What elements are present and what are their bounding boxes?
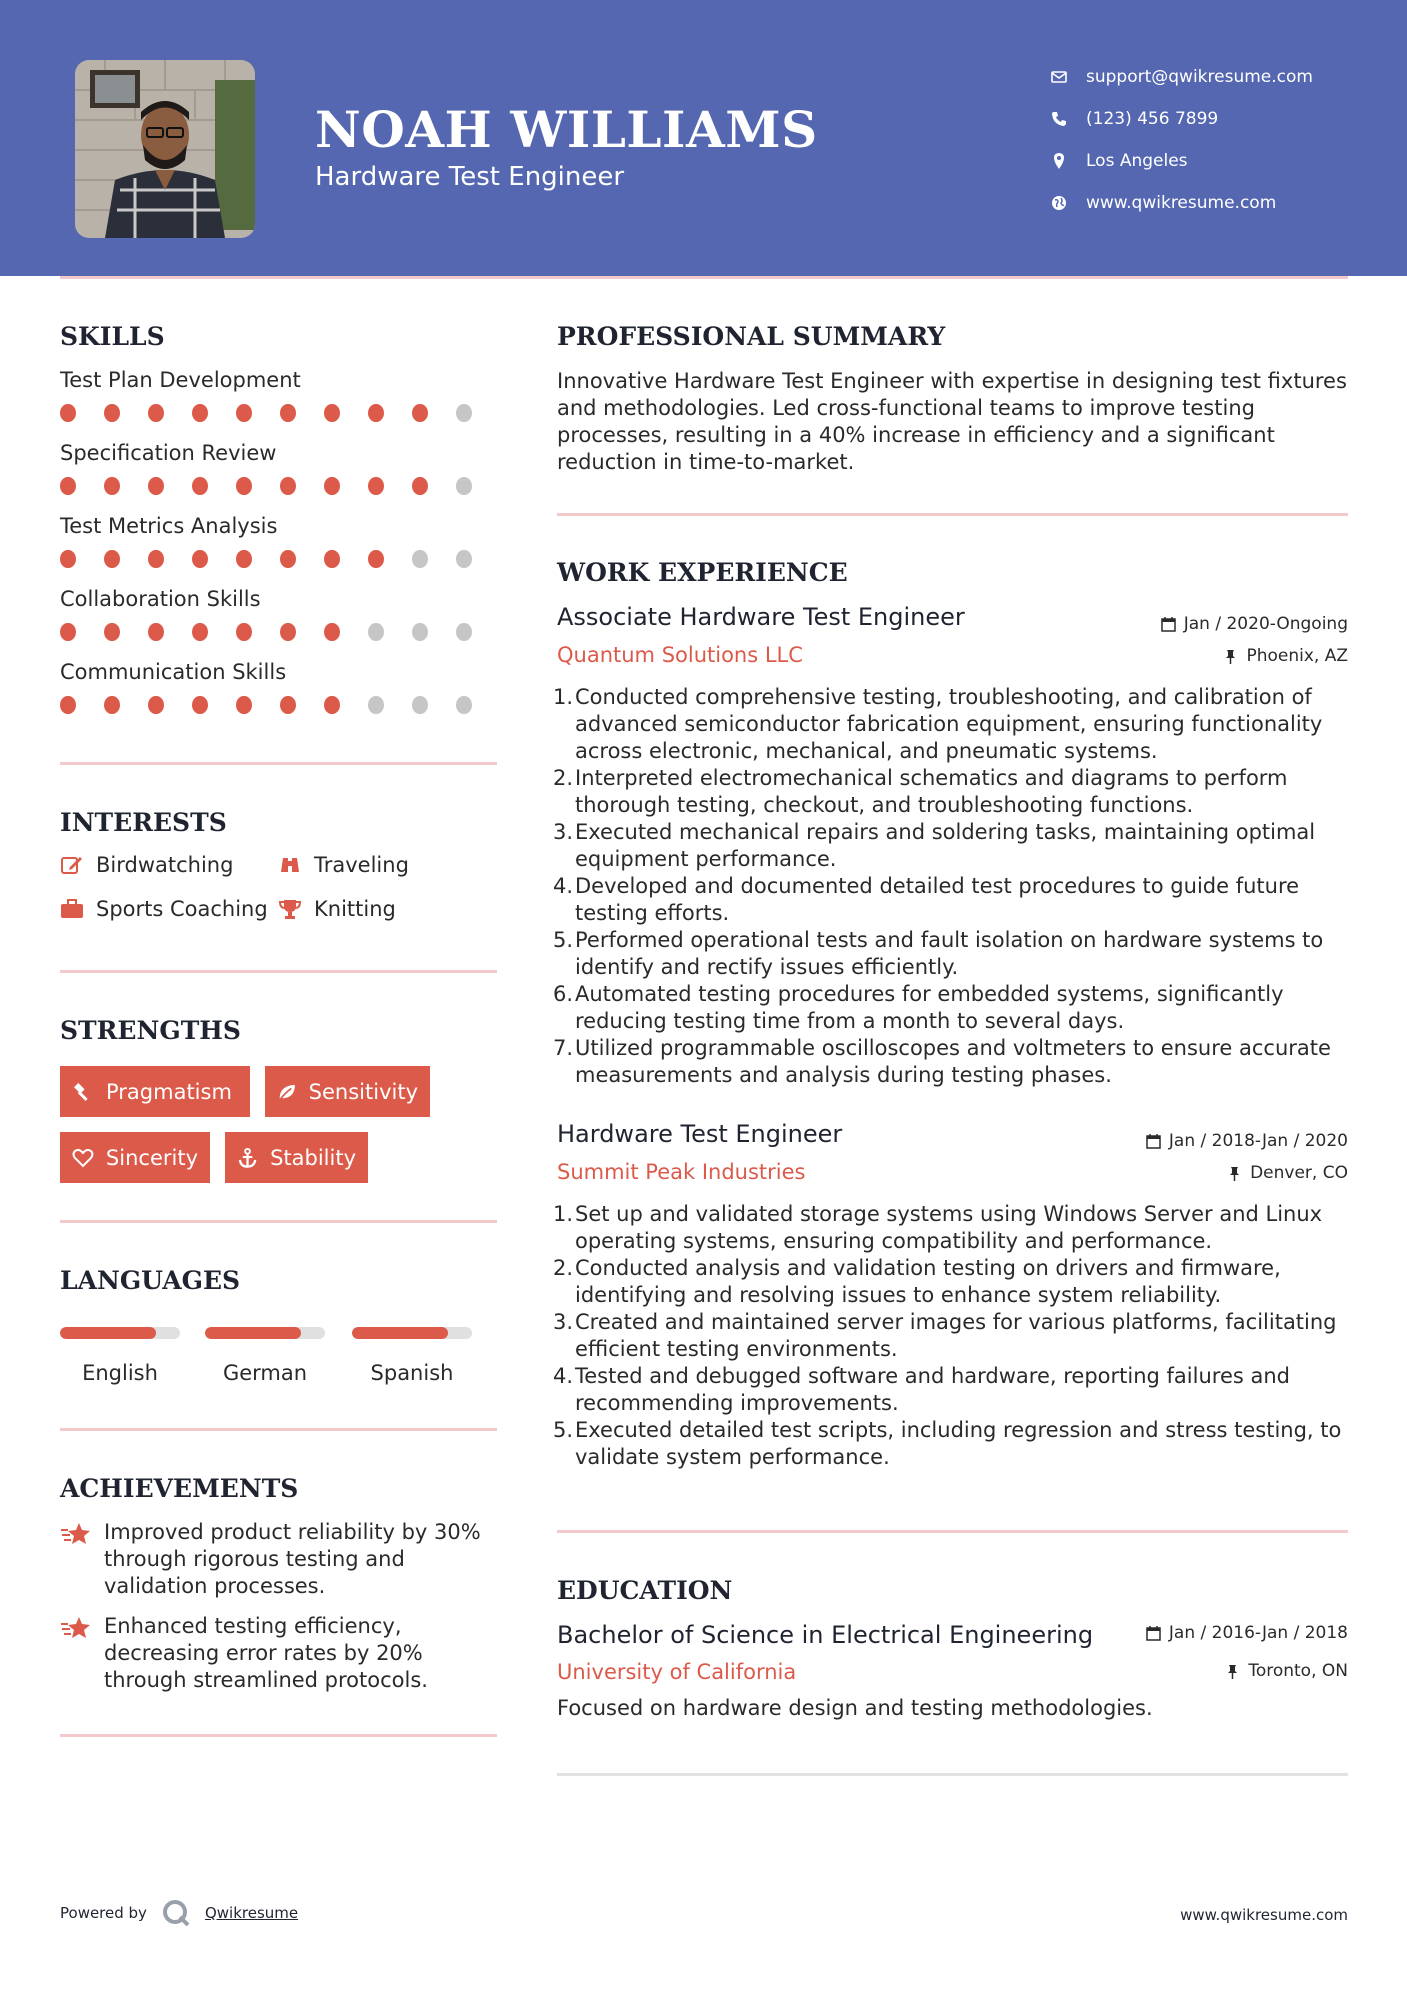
rating-dot-filled [280,696,296,714]
binoculars-icon [278,854,302,876]
skill-item [60,441,500,495]
rating-dot-filled [192,404,208,422]
skill-rating [60,696,500,714]
education-location [1225,1661,1348,1681]
job-dates-text: Jan / 2020-Ongoing [1183,614,1348,634]
summary-text: Innovative Hardware Test Engineer with expertise in designing test fixtures and methodologies. Led cross-functional teams to improve testing processes, resulting in a 40% increase in efficiency and a significant reduction in time-to-market. [557,369,1347,474]
rating-dot-empty [456,477,472,495]
header-divider [60,276,1348,279]
skill-rating [60,404,500,422]
education-location-text: Toronto, ON [1248,1661,1348,1681]
list-item: 7. Utilized programmable oscilloscopes and voltmeters to ensure accurate measurements and analysis during testing phases. [552,1036,1331,1087]
rating-dot-empty [368,623,384,641]
envelope-icon [1050,68,1068,86]
strength-tag [60,1066,250,1117]
contact-email-text: support@qwikresume.com [1086,67,1313,87]
rating-dot-filled [324,550,340,568]
bullet-text: Executed detailed test scripts, including regression and stress testing, to validate system performance. [575,1418,1342,1469]
footer-powered-by [60,1898,298,1928]
strength-label: Sincerity [105,1145,198,1170]
star-icon [60,1521,92,1547]
contact-location-text: Los Angeles [1086,151,1188,171]
list-item: 2. Conducted analysis and validation testing on drivers and firmware, identifying and resolving issues to enhance system reliability. [552,1256,1281,1307]
bullet-text: Conducted comprehensive testing, troubleshooting, and calibration of advanced semiconductor fabrication equipment, ensuring functionality across electronic, mechanical, and pneumatic systems. [575,685,1323,763]
powered-by-label: Powered by [60,1904,147,1922]
skill-name: Test Metrics Analysis [60,514,278,538]
bullet-text: Tested and debugged software and hardware, reporting failures and recommending improvements. [575,1364,1290,1415]
language-name: German [222,1361,308,1385]
bullet-text: Performed operational tests and fault isolation on hardware systems to identify and rectify issues efficiently. [575,928,1324,979]
section-divider [60,1428,497,1431]
list-item: 3. Executed mechanical repairs and soldering tasks, maintaining optimal equipment performance. [552,820,1316,871]
pushpin-icon [1223,649,1238,664]
list-item: 5. Performed operational tests and fault isolation on hardware systems to identify and rectify issues efficiently. [552,928,1324,979]
degree-title: Bachelor of Science in Electrical Engineering [557,1621,1094,1649]
leaf-icon [277,1081,297,1103]
section-divider [557,513,1348,516]
rating-dot-filled [236,623,252,641]
skill-name: Test Plan Development [60,368,301,392]
rating-dot-filled [324,477,340,495]
bullet-text: Created and maintained server images for various platforms, facilitating efficient testing environments. [575,1310,1337,1361]
list-item: 1. Set up and validated storage systems using Windows Server and Linux operating systems, ensuring compatibility and performance. [552,1202,1323,1253]
rating-dot-filled [368,477,384,495]
rating-dot-filled [280,404,296,422]
map-pin-icon [1050,152,1068,170]
section-divider [60,762,497,765]
rating-dot-filled [104,550,120,568]
interest-label: Sports Coaching [96,897,268,921]
education-heading: EDUCATION [557,1576,733,1605]
job-location-text: Denver, CO [1250,1163,1348,1183]
language-level-fill [60,1327,156,1339]
rating-dot-filled [280,623,296,641]
calendar-icon [1146,1134,1161,1149]
language-level-bar [60,1327,180,1339]
candidate-role: Hardware Test Engineer [315,162,625,192]
rating-dot-empty [456,696,472,714]
rating-dot-filled [104,696,120,714]
rating-dot-empty [412,550,428,568]
rating-dot-filled [60,623,76,641]
calendar-icon [1146,1626,1161,1641]
achievement-item [60,1613,500,1694]
skill-rating [60,550,500,568]
achievement-item [60,1519,500,1600]
strengths-heading: STRENGTHS [60,1016,241,1045]
briefcase-icon [60,898,84,920]
rating-dot-filled [192,696,208,714]
strength-label: Pragmatism [106,1079,232,1104]
rating-dot-filled [324,623,340,641]
bullet-text: Developed and documented detailed test procedures to guide future testing efforts. [575,874,1300,925]
contact-website[interactable] [1050,182,1313,224]
contact-phone-text: (123) 456 7899 [1086,109,1219,129]
heart-icon [72,1147,94,1169]
pushpin-icon [1227,1166,1242,1181]
interests-heading: INTERESTS [60,808,227,837]
qwikresume-link[interactable]: Qwikresume [204,1904,299,1922]
skill-name: Communication Skills [60,660,287,684]
qwikresume-logo-icon [161,1898,191,1928]
job-location-text: Phoenix, AZ [1246,646,1348,666]
gavel-icon [72,1081,94,1103]
language-item [60,1327,180,1385]
education-dates-text: Jan / 2016-Jan / 2018 [1168,1623,1348,1643]
language-name: English [82,1361,158,1385]
job-bullets [552,1201,1347,1471]
strength-label: Sensitivity [308,1079,418,1104]
company-name: Summit Peak Industries [557,1160,806,1184]
contact-email[interactable] [1050,56,1313,98]
job-location [1227,1163,1348,1183]
header-banner [0,0,1407,276]
rating-dot-filled [148,696,164,714]
rating-dot-filled [104,623,120,641]
footer-website[interactable]: www.qwikresume.com [1180,1906,1348,1924]
section-divider [60,970,497,973]
rating-dot-filled [280,550,296,568]
rating-dot-filled [60,696,76,714]
interest-label: Traveling [314,853,409,877]
star-icon [60,1615,92,1641]
achievement-line: through rigorous testing and [104,1547,405,1571]
rating-dot-filled [324,404,340,422]
skill-item [60,660,500,714]
rating-dot-filled [280,477,296,495]
job-title: Hardware Test Engineer [557,1120,843,1148]
rating-dot-filled [236,696,252,714]
rating-dot-filled [236,477,252,495]
job-dates [1146,1131,1348,1151]
language-name: Spanish [370,1361,454,1385]
achievement-line: Enhanced testing efficiency, [104,1614,402,1638]
rating-dot-empty [412,696,428,714]
rating-dot-filled [148,404,164,422]
skill-item [60,368,500,422]
rating-dot-filled [192,623,208,641]
achievement-text [104,1519,481,1600]
contact-list [1050,56,1313,224]
edit-icon [60,854,84,876]
language-level-fill [205,1327,301,1339]
job-dates [1161,614,1348,634]
section-divider [60,1220,497,1223]
interest-label: Knitting [314,897,396,921]
pushpin-icon [1225,1664,1240,1679]
languages-heading: LANGUAGES [60,1266,241,1295]
interest-item [60,853,233,877]
anchor-icon [237,1147,258,1169]
language-item [352,1327,472,1385]
bullet-text: Conducted analysis and validation testing on drivers and firmware, identifying and resolving issues to enhance system reliability. [575,1256,1281,1307]
rating-dot-filled [148,477,164,495]
section-divider [557,1530,1348,1533]
skill-rating [60,623,500,641]
job-location [1223,646,1348,666]
skill-name: Specification Review [60,441,277,465]
rating-dot-filled [368,550,384,568]
rating-dot-filled [236,404,252,422]
profile-photo [75,60,255,238]
bullet-text: Automated testing procedures for embedded systems, significantly reducing testing time from a month to several days. [575,982,1284,1033]
list-item: 3. Created and maintained server images for various platforms, facilitating efficient testing environments. [552,1310,1337,1361]
rating-dot-empty [412,623,428,641]
list-item: 4. Developed and documented detailed test procedures to guide future testing efforts. [552,874,1300,925]
achievement-line: through streamlined protocols. [104,1668,428,1692]
job-bullets [552,684,1347,1089]
interest-item [278,853,409,877]
rating-dot-filled [104,404,120,422]
experience-heading: WORK EXPERIENCE [557,558,848,587]
achievement-line: validation processes. [104,1574,326,1598]
education-dates [1146,1623,1348,1643]
interest-item [60,897,268,921]
section-divider [60,1734,497,1737]
rating-dot-filled [60,404,76,422]
rating-dot-filled [324,696,340,714]
list-item: 4. Tested and debugged software and hardware, reporting failures and recommending improvements. [552,1364,1290,1415]
job-dates-text: Jan / 2018-Jan / 2020 [1168,1131,1348,1151]
achievement-text [104,1613,428,1694]
strength-tag [60,1132,210,1183]
trophy-icon [278,898,302,920]
list-item: 2. Interpreted electromechanical schematics and diagrams to perform thorough testing, checkout, and troubleshooting functions. [552,766,1288,817]
section-divider [557,1773,1348,1776]
contact-location [1050,140,1313,182]
bullet-text: Utilized programmable oscilloscopes and voltmeters to ensure accurate measurements and analysis during testing phases. [575,1036,1331,1087]
rating-dot-filled [104,477,120,495]
skill-name: Collaboration Skills [60,587,261,611]
skill-item [60,514,500,568]
phone-icon [1050,110,1068,128]
achievement-line: decreasing error rates by 20% [104,1641,423,1665]
bullet-text: Interpreted electromechanical schematics and diagrams to perform thorough testing, checkout, and troubleshooting functions. [575,766,1288,817]
rating-dot-empty [456,404,472,422]
list-item: 1. Conducted comprehensive testing, troubleshooting, and calibration of advanced semiconductor fabrication equipment, ensuring functionality across electronic, mechanical, and pneumatic systems. [552,685,1323,763]
rating-dot-filled [412,477,428,495]
rating-dot-filled [236,550,252,568]
calendar-icon [1161,617,1176,632]
achievements-heading: ACHIEVEMENTS [60,1474,299,1503]
rating-dot-filled [148,623,164,641]
rating-dot-filled [192,550,208,568]
achievement-line: Improved product reliability by 30% [104,1520,481,1544]
candidate-name: NOAH WILLIAMS [315,100,818,159]
rating-dot-filled [412,404,428,422]
rating-dot-filled [60,477,76,495]
rating-dot-empty [456,550,472,568]
rating-dot-empty [368,696,384,714]
language-level-fill [352,1327,448,1339]
summary-heading: PROFESSIONAL SUMMARY [557,322,946,351]
rating-dot-filled [148,550,164,568]
list-item: 5. Executed detailed test scripts, including regression and stress testing, to validate system performance. [552,1418,1342,1469]
strength-tag [265,1066,430,1117]
strength-label: Stability [270,1145,356,1170]
bullet-text: Executed mechanical repairs and soldering tasks, maintaining optimal equipment performance. [575,820,1316,871]
globe-icon [1050,194,1068,212]
skill-rating [60,477,500,495]
interest-item [278,897,396,921]
rating-dot-empty [456,623,472,641]
bullet-text: Set up and validated storage systems using Windows Server and Linux operating systems, ensuring compatibility and performance. [575,1202,1323,1253]
contact-phone[interactable] [1050,98,1313,140]
strength-tag [225,1132,368,1183]
rating-dot-filled [368,404,384,422]
rating-dot-filled [192,477,208,495]
contact-website-text: www.qwikresume.com [1086,193,1277,213]
skill-item [60,587,500,641]
language-level-bar [205,1327,325,1339]
job-title: Associate Hardware Test Engineer [557,603,965,631]
rating-dot-filled [60,550,76,568]
language-level-bar [352,1327,472,1339]
interest-label: Birdwatching [96,853,234,877]
skills-heading: SKILLS [60,322,165,351]
list-item: 6. Automated testing procedures for embedded systems, significantly reducing testing time from a month to several days. [552,982,1284,1033]
language-item [205,1327,325,1385]
school-name: University of California [557,1660,797,1684]
education-description: Focused on hardware design and testing methodologies. [557,1696,1153,1720]
company-name: Quantum Solutions LLC [557,643,803,667]
